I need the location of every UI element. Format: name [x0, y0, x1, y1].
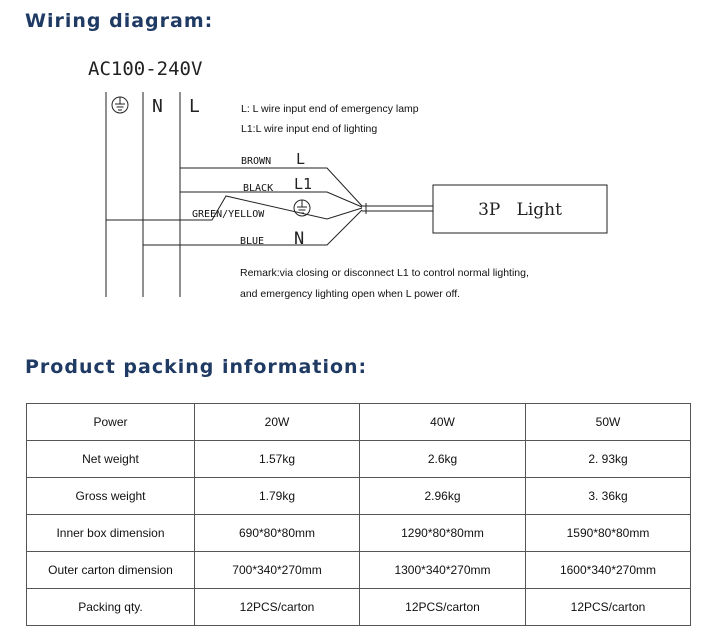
table-cell: 2. 93kg	[526, 441, 691, 478]
table-cell: 3. 36kg	[526, 478, 691, 515]
table-row	[27, 478, 691, 515]
packing-table	[26, 403, 691, 626]
table-cell: 12PCS/carton	[360, 589, 526, 626]
wire-label-blue: BLUE	[240, 236, 265, 247]
remark-line-2: and emergency lighting open when L power off.	[240, 288, 461, 300]
live-terminal-label: L	[189, 96, 200, 117]
table-cell: 20W	[195, 404, 360, 441]
supply-rails	[106, 92, 180, 297]
wire-label-green-yellow: GREEN/YELLOW	[192, 209, 265, 220]
wire-label-brown: BROWN	[241, 156, 272, 167]
table-row	[27, 589, 691, 626]
table-row-header: Gross weight	[27, 478, 195, 515]
remark-line-1: Remark:via closing or disconnect L1 to control normal lighting,	[240, 267, 529, 279]
table-row	[27, 404, 691, 441]
wire-terminal-l: L	[296, 150, 306, 168]
note-l-wire: L: L wire input end of emergency lamp	[241, 103, 419, 115]
wire-label-black: BLACK	[243, 183, 274, 194]
table-cell: 1.57kg	[195, 441, 360, 478]
supply-voltage-label: AC100-240V	[88, 58, 203, 80]
table-cell: 1.79kg	[195, 478, 360, 515]
table-row-header: Packing qty.	[27, 589, 195, 626]
table-cell: 1300*340*270mm	[360, 552, 526, 589]
earth-terminal-icon	[112, 97, 128, 113]
table-cell: 12PCS/carton	[526, 589, 691, 626]
table-row	[27, 441, 691, 478]
table-cell: 1600*340*270mm	[526, 552, 691, 589]
table-cell: 700*340*270mm	[195, 552, 360, 589]
light-device-label: 3P Light	[478, 200, 562, 220]
wire-terminal-l1: L1	[294, 175, 313, 193]
table-row-header: Power	[27, 404, 195, 441]
table-row-header: Outer carton dimension	[27, 552, 195, 589]
table-row	[27, 515, 691, 552]
note-l1-wire: L1:L wire input end of lighting	[241, 123, 378, 135]
table-cell: 690*80*80mm	[195, 515, 360, 552]
wiring-diagram-heading: Wiring diagram:	[25, 10, 214, 32]
table-row	[27, 552, 691, 589]
packing-info-heading: Product packing information:	[25, 356, 368, 378]
table-row-header: Net weight	[27, 441, 195, 478]
table-cell: 1290*80*80mm	[360, 515, 526, 552]
table-cell: 2.96kg	[360, 478, 526, 515]
wire-lines	[106, 168, 433, 245]
wire-terminal-n: N	[294, 229, 305, 249]
table-row-header: Inner box dimension	[27, 515, 195, 552]
table-cell: 2.6kg	[360, 441, 526, 478]
table-cell: 50W	[526, 404, 691, 441]
table-cell: 40W	[360, 404, 526, 441]
table-cell: 1590*80*80mm	[526, 515, 691, 552]
neutral-terminal-label: N	[152, 96, 163, 117]
table-cell: 12PCS/carton	[195, 589, 360, 626]
